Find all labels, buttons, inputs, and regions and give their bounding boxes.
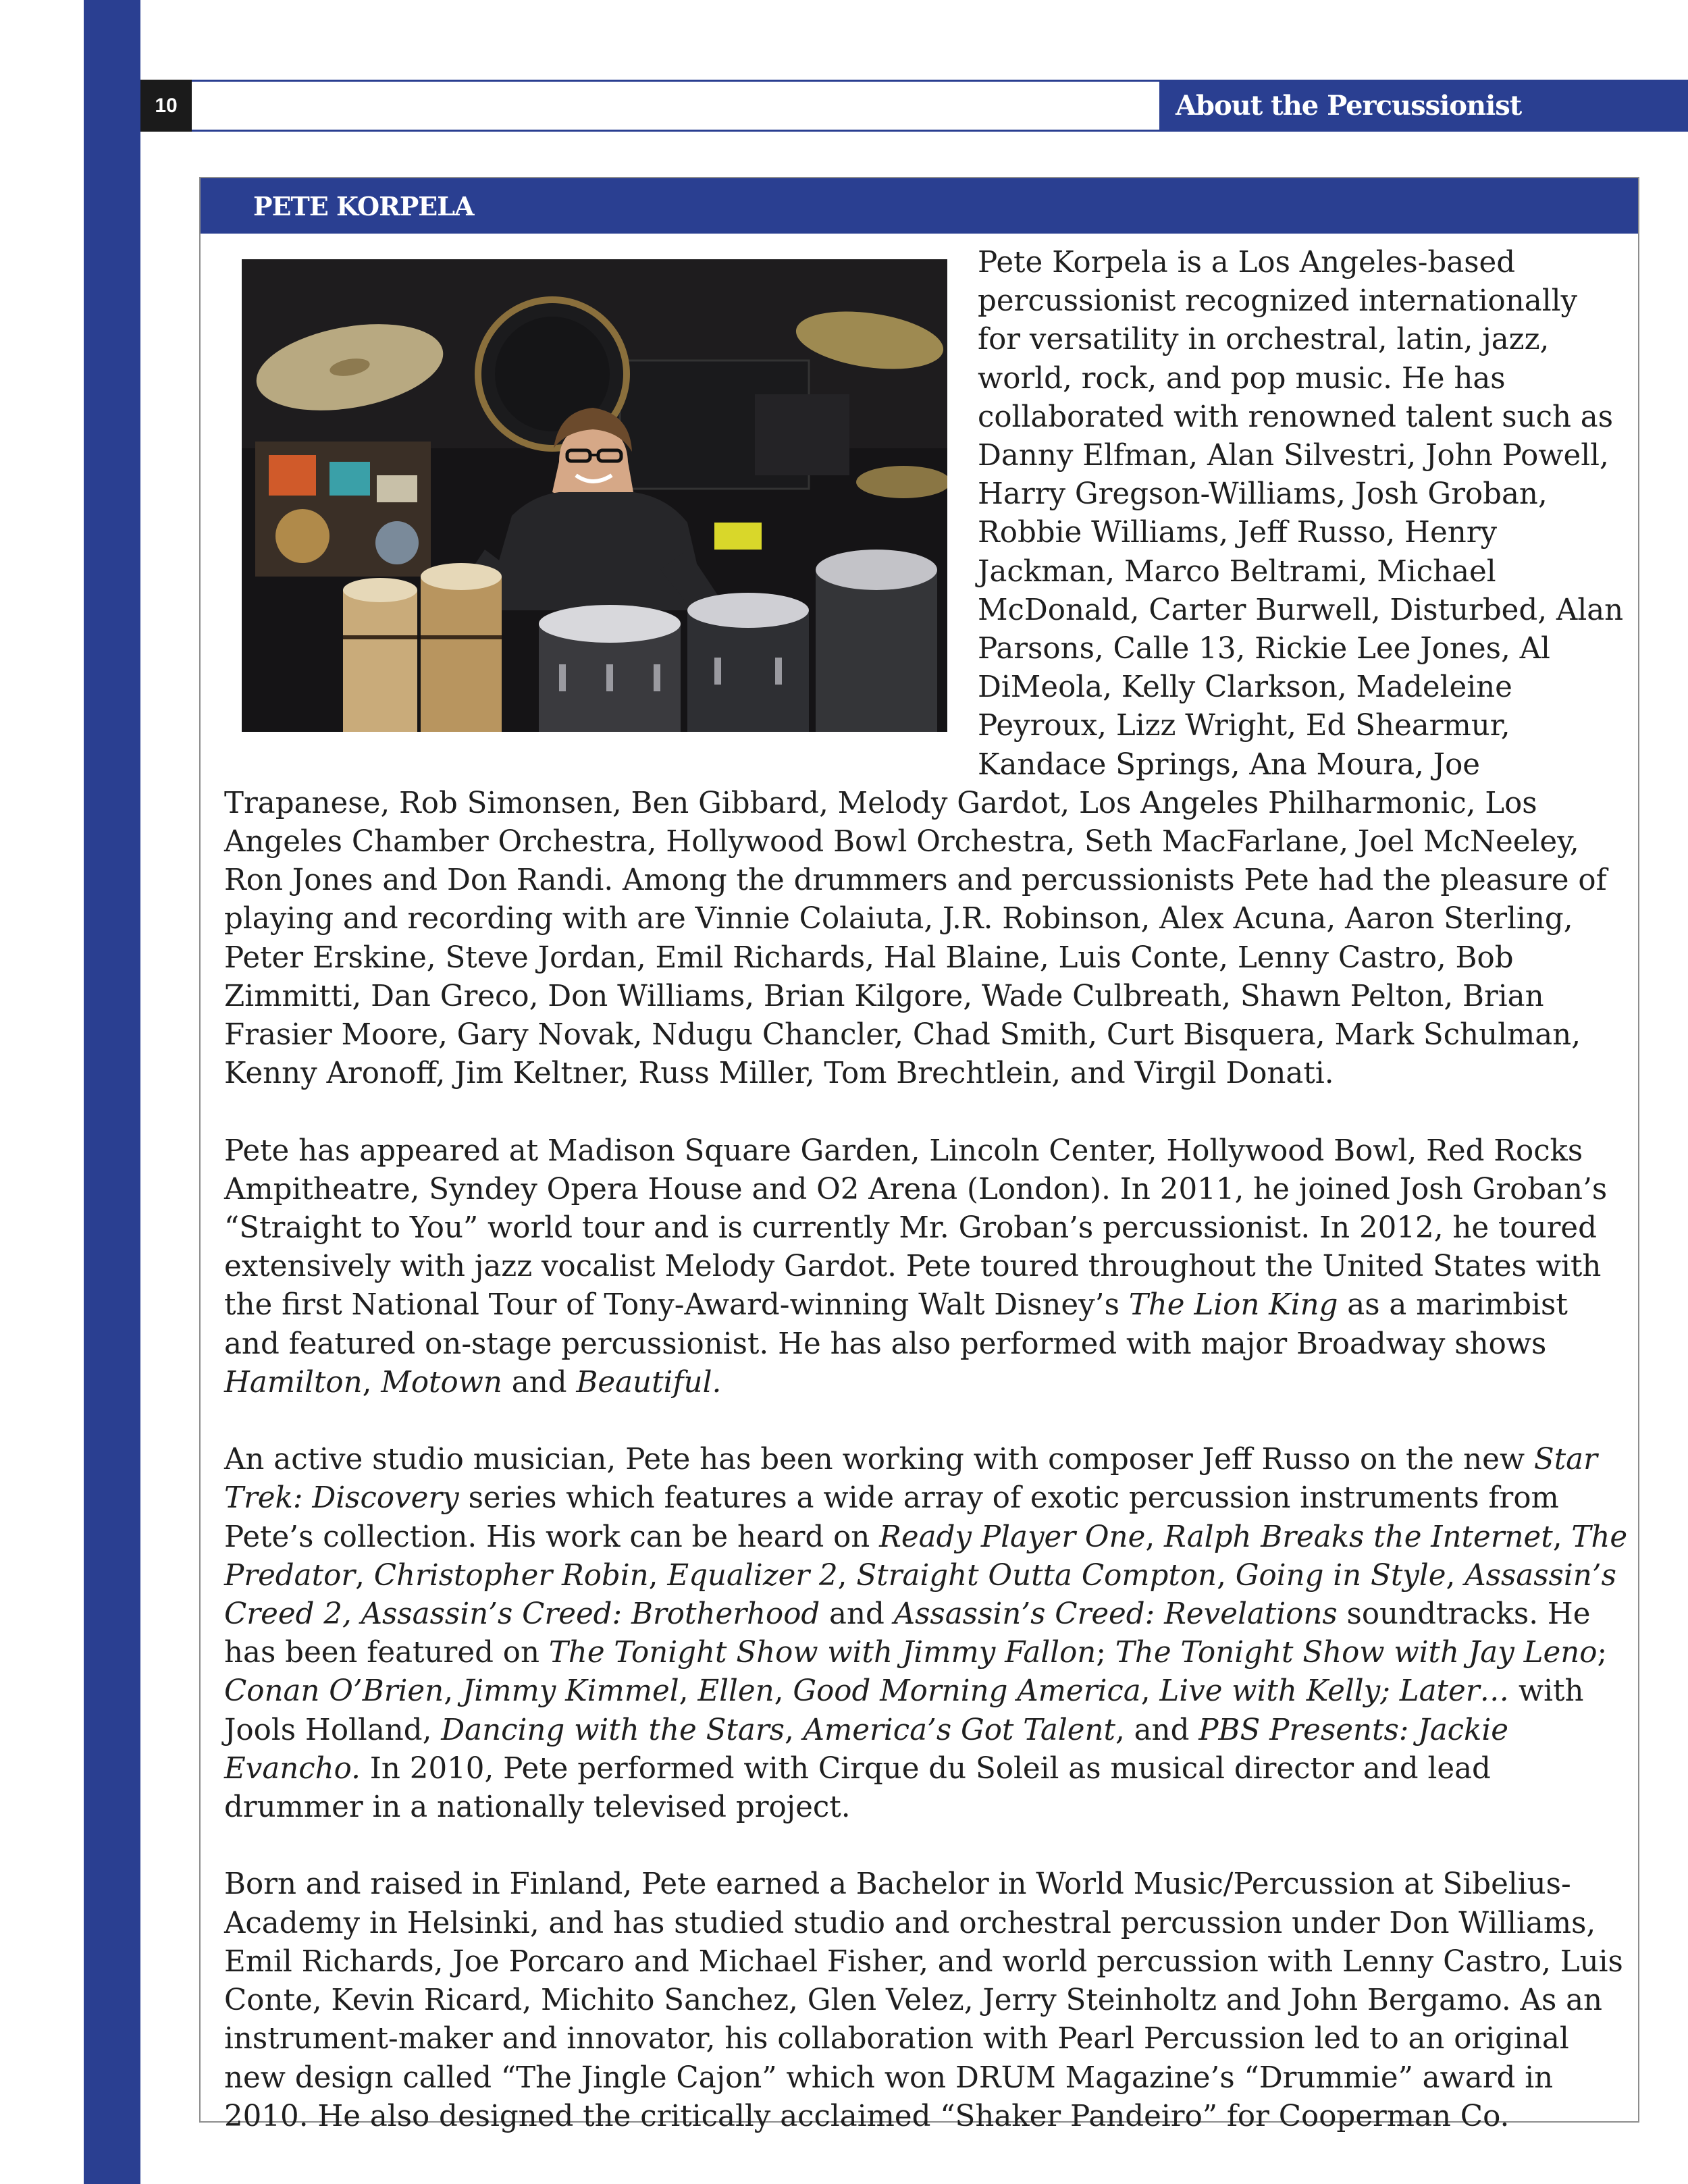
bio-paragraph-2: Pete has appeared at Madison Square Garden, Lincoln Center, Hollywood Bowl, Red Rocks Ampitheatre, Syndey Opera House and O2 Arena (London). In 2011, he joined Josh Groban’s “Straight to You” world tour and is currently Mr. Groban’s percussionist. In 2012, he toured extensively with jazz vocalist Melody Gardot. Pete toured throughout the United States with the first National Tour of Tony-Award-winning Walt Disney’s The Lion King as a marimbist and featured on-stage percussionist. He has also performed with major Broadway shows Hamilton, Motown and Beautiful. xyxy=(224,1134,1608,1400)
bio-paragraph-3: An active studio musician, Pete has been working with composer Jeff Russo on the new Star Trek: Discovery series which features a wide array of exotic percussion instruments from Pete’s collection. His work can be heard on Ready Player One, Ralph Breaks the Internet, The Predator, Christopher Robin, Equalizer 2, Straight Outta Compton, Going in Style, Assassin’s Creed 2, Assassin’s Creed: Brotherhood and Assassin’s Creed: Revelations soundtracks. He has been featured on The Tonight Show with Jimmy Fallon; The Tonight Show with Jay Leno; Conan O’Brien, Jimmy Kimmel, Ellen, Good Morning America, Live with Kelly; Later… with Jools Holland, Dancing with the Stars, America’s Got Talent, and PBS Presents: Jackie Evancho. In 2010, Pete performed with Cirque du Soleil as musical director and lead drummer in a nationally televised project. xyxy=(224,1443,1628,1825)
bio-name-header: PETE KORPELA xyxy=(201,178,1638,234)
bio-paragraph-4: Born and raised in Finland, Pete earned a Bachelor in World Music/Percussion at Sibelius-Academy in Helsinki, and has studied studio and orchestral percussion under Don Williams, Emil Richards, Joe Porcaro and Michael Fisher, and world percussion with Lenny Castro, Luis Conte, Kevin Ricard, Michito Sanchez, Glen Velez, Jerry Steinholtz and John Bergamo. As an instrument-maker and innovator, his collaboration with Pearl Percussion led to an original new design called “The Jingle Cajon” which won DRUM Magazine’s “Drummie” award in 2010. He also designed the critically acclaimed “Shaker Pandeiro” for Cooperman Co. xyxy=(224,1867,1623,2133)
section-title: About the Percussionist xyxy=(1159,80,1688,132)
bio-paragraph-1: Pete Korpela is a Los Angeles-based percussionist recognized internationally for versatility in orchestral, latin, jazz, world, rock, and pop music. He has collaborated with renowned talent such as Danny Elfman, Alan Silvestri, John Powell, Harry Gregson-Williams, Josh Groban, Robbie Williams, Jeff Russo, Henry Jackman, Marco Beltrami, Michael McDonald, Carter Burwell, Disturbed, Alan Parsons, Calle 13, Rickie Lee Jones, Al DiMeola, Kelly Clarkson, Madeleine Peyroux, Lizz Wright, Ed Shearmur, Kandace Springs, Ana Moura, Joe Trapanese, Rob Simonsen, Ben Gibbard, Melody Gardot, Los Angeles Philharmonic, Los Angeles Chamber Orchestra, Hollywood Bowl Orchestra, Seth MacFarlane, Joel McNeeley, Ron Jones and Don Randi. Among the drummers and percussionists Pete had the pleasure of playing and recording with are Vinnie Colaiuta, J.R. Robinson, Alex Acuna, Aaron Sterling, Peter Erskine, Steve Jordan, Emil Richards, Hal Blaine, Luis Conte, Lenny Castro, Bob Zimmitti, Dan Greco, Don Williams, Brian Kilgore, Wade Culbreath, Shawn Pelton, Brian Frasier Moore, Gary Novak, Ndugu Chancler, Chad Smith, Curt Bisquera, Mark Schulman, Kenny Aronoff, Jim Keltner, Russ Miller, Tom Brechtlein, and Virgil Donati. xyxy=(224,244,1629,1093)
page-number: 10 xyxy=(140,80,192,132)
photo-wrap-spacer xyxy=(224,244,978,747)
bio-text xyxy=(224,244,1629,2175)
left-margin-bar xyxy=(84,0,140,2184)
bio-box xyxy=(199,177,1639,2133)
